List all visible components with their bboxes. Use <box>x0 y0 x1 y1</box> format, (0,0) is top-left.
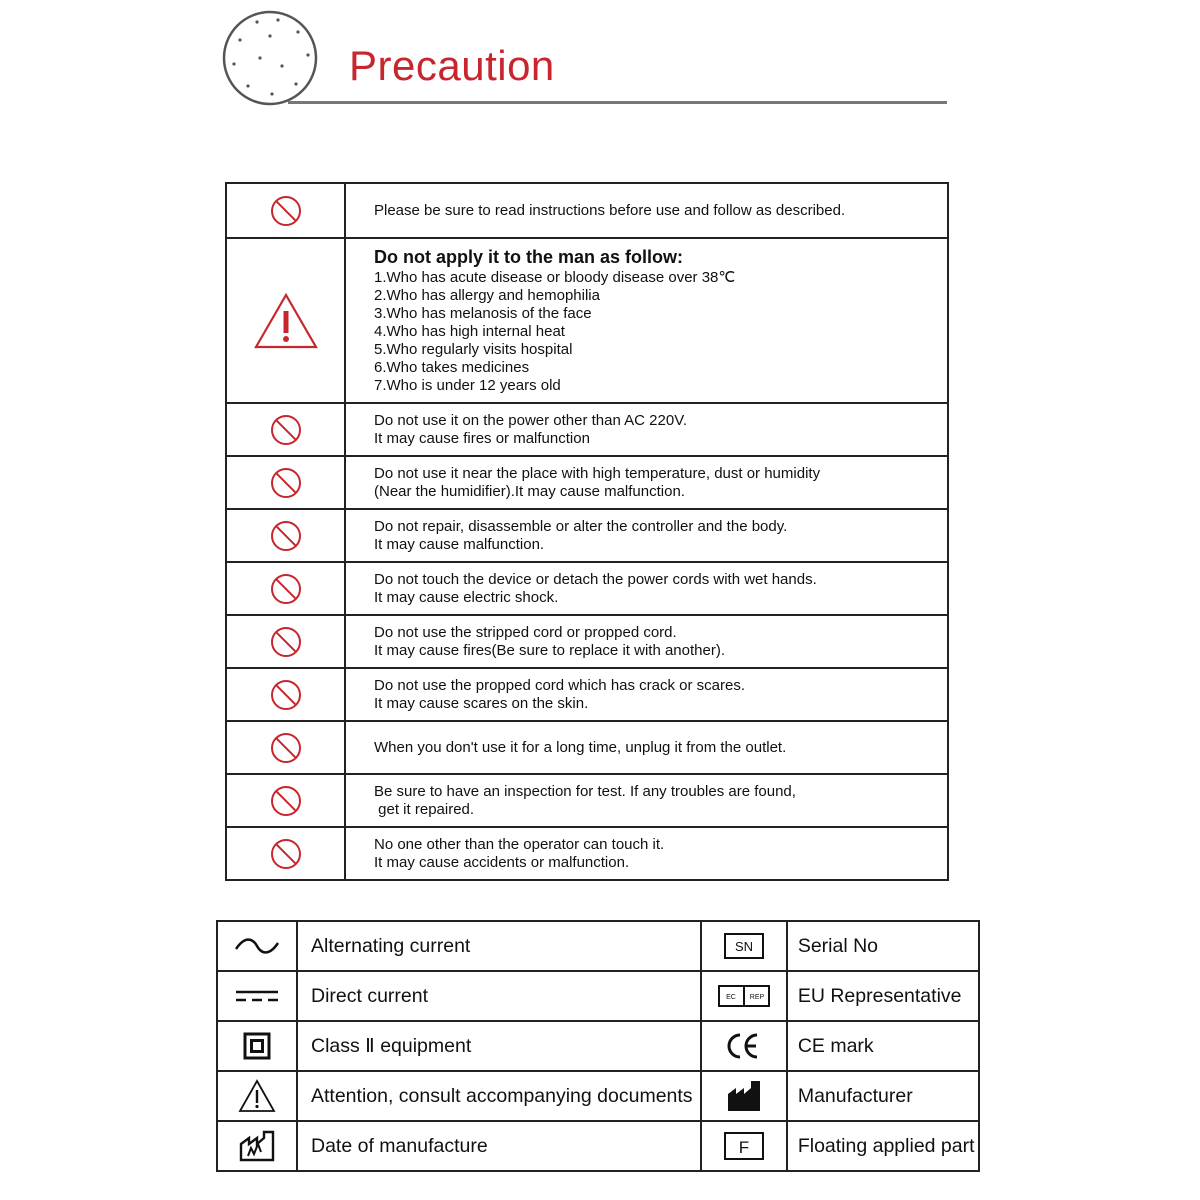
precaution-text: Do not touch the device or detach the power cords with wet hands. <box>374 570 817 588</box>
table-row <box>226 774 948 827</box>
page-header <box>0 0 1200 120</box>
precaution-text: (Near the humidifier).It may cause malfunction. <box>374 482 685 500</box>
symbols-table <box>216 920 980 1172</box>
serial-number-icon <box>724 933 764 959</box>
precaution-text: 3.Who has melanosis of the face <box>374 304 592 322</box>
prohibition-icon <box>270 679 302 711</box>
table-row <box>226 827 948 880</box>
precaution-text: Do not use it on the power other than AC 220V. <box>374 411 687 429</box>
floating-part-icon-text: F <box>738 1138 750 1157</box>
direct-current-icon <box>234 988 280 1004</box>
table-row <box>226 721 948 774</box>
table-row <box>226 456 948 509</box>
symbol-label: Attention, consult accompanying documents <box>297 1071 701 1121</box>
precaution-text: 5.Who regularly visits hospital <box>374 340 573 358</box>
precaution-text: It may cause accidents or malfunction. <box>374 853 630 871</box>
symbol-label: Manufacturer <box>787 1071 979 1121</box>
symbol-label: EU Representative <box>787 971 979 1021</box>
precaution-text: Do not use the stripped cord or propped cord. <box>374 623 677 641</box>
symbol-label: Date of manufacture <box>297 1121 701 1171</box>
table-row <box>226 509 948 562</box>
table-row <box>226 183 948 238</box>
precaution-text: get it repaired. <box>374 800 475 818</box>
precaution-text: Please be sure to read instructions before use and follow as described. <box>374 201 846 219</box>
prohibition-icon <box>270 520 302 552</box>
table-row <box>217 1121 979 1171</box>
title-underline <box>288 101 947 104</box>
prohibition-icon <box>270 626 302 658</box>
precaution-text: 2.Who has allergy and hemophilia <box>374 286 600 304</box>
eu-rep-icon <box>718 985 770 1007</box>
table-row <box>226 562 948 615</box>
page-title: Precaution <box>349 42 555 89</box>
eu-rep-icon-rep: REP <box>749 994 765 1002</box>
symbol-label: Class Ⅱ equipment <box>297 1021 701 1071</box>
table-row <box>217 1021 979 1071</box>
warning-triangle-icon <box>254 293 318 349</box>
floating-part-icon <box>724 1132 764 1160</box>
prohibition-icon <box>270 467 302 499</box>
manufacturer-icon <box>727 1080 761 1112</box>
precaution-heading: Do not apply it to the man as follow: <box>374 246 683 267</box>
precaution-text: Do not use the propped cord which has crack or scares. <box>374 676 746 694</box>
precaution-text: Be sure to have an inspection for test. If any troubles are found, <box>374 782 796 800</box>
prohibition-icon <box>270 414 302 446</box>
table-row <box>217 1071 979 1121</box>
precaution-text: It may cause electric shock. <box>374 588 559 606</box>
ce-mark-icon <box>726 1031 762 1061</box>
precaution-text: Do not repair, disassemble or alter the controller and the body. <box>374 517 788 535</box>
symbol-label: Floating applied part <box>787 1121 979 1171</box>
eu-rep-icon-ec: EC <box>725 994 736 1002</box>
precautions-table <box>225 182 949 881</box>
alternating-current-icon <box>234 936 280 956</box>
table-row <box>226 238 948 403</box>
precaution-text: It may cause malfunction. <box>374 535 545 553</box>
symbol-label: Direct current <box>297 971 701 1021</box>
date-of-manufacture-icon <box>239 1130 275 1162</box>
prohibition-icon <box>270 785 302 817</box>
class-ii-icon <box>243 1032 271 1060</box>
prohibition-icon <box>270 838 302 870</box>
precaution-text: 6.Who takes medicines <box>374 358 530 376</box>
table-row <box>226 668 948 721</box>
table-row <box>226 403 948 456</box>
precaution-text: It may cause fires or malfunction <box>374 429 590 447</box>
table-row <box>226 615 948 668</box>
precaution-text: No one other than the operator can touch it. <box>374 835 665 853</box>
precaution-text: 1.Who has acute disease or bloody disease over 38℃ <box>374 268 736 286</box>
precaution-text: 7.Who is under 12 years old <box>374 376 561 394</box>
symbol-label: Alternating current <box>297 921 701 971</box>
symbol-label: CE mark <box>787 1021 979 1071</box>
prohibition-icon <box>270 573 302 605</box>
precaution-text: It may cause fires(Be sure to replace it with another). <box>374 641 725 659</box>
symbol-label: Serial No <box>787 921 979 971</box>
prohibition-icon <box>270 732 302 764</box>
table-row <box>217 971 979 1021</box>
prohibition-icon <box>270 195 302 227</box>
precaution-text: It may cause scares on the skin. <box>374 694 589 712</box>
precaution-text: 4.Who has high internal heat <box>374 322 565 340</box>
dotted-circle-logo-icon <box>222 10 318 106</box>
serial-number-icon-text: SN <box>734 939 753 954</box>
table-row <box>217 921 979 971</box>
precaution-text: When you don't use it for a long time, unplug it from the outlet. <box>374 738 787 756</box>
precaution-text: Do not use it near the place with high temperature, dust or humidity <box>374 464 821 482</box>
attention-icon <box>238 1079 276 1113</box>
